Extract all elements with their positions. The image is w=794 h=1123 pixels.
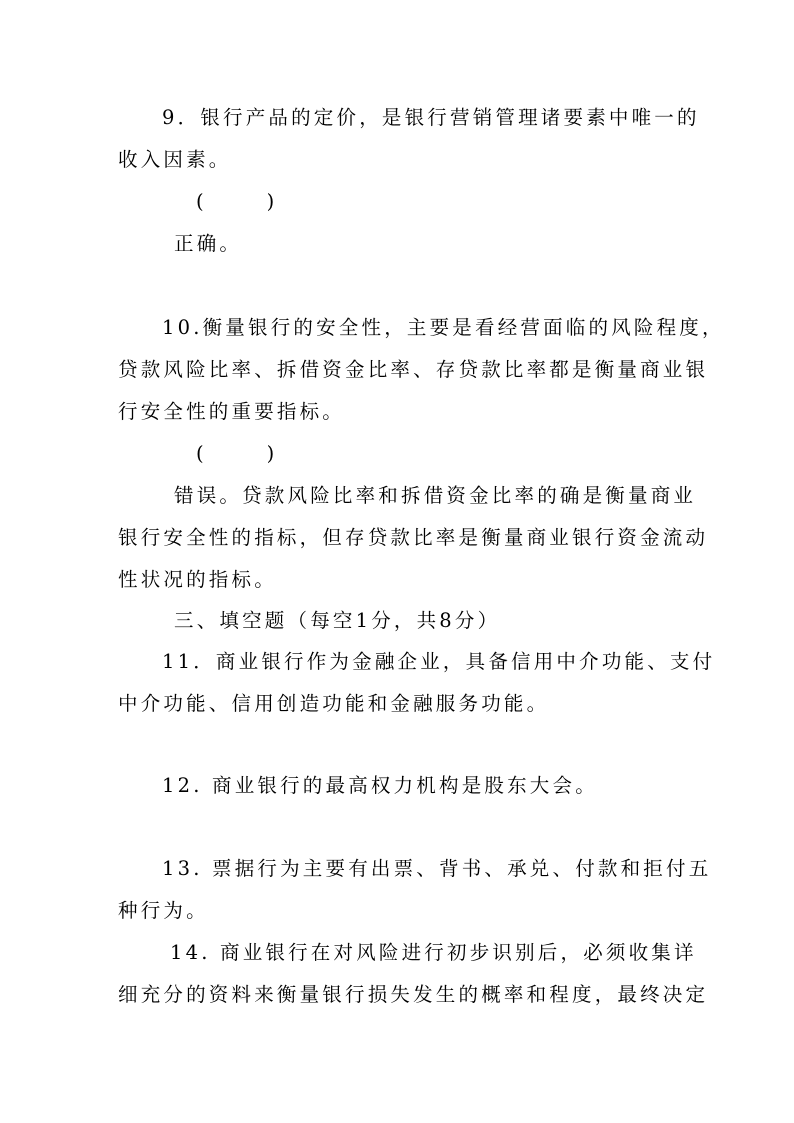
q10-line-1: 10.衡量银行的安全性，主要是看经营面临的风险程度， (162, 316, 725, 339)
q10-answer-line-2: 银行安全性的指标，但存贷款比率是衡量商业银行资金流动 (118, 526, 709, 549)
q13-line-2: 种行为。 (118, 899, 209, 922)
q14-line-2: 细充分的资料来衡量银行损失发生的概率和程度，最终决定 (118, 983, 709, 1006)
section-heading: 三、填空题（每空1分，共8分） (174, 609, 501, 632)
q11-line-2: 中介功能、信用创造功能和金融服务功能。 (118, 692, 550, 715)
q10-line-3: 行安全性的重要指标。 (118, 400, 346, 423)
q9-answer: 正确。 (174, 232, 243, 255)
q9-line-2: 收入因素。 (118, 148, 232, 171)
q9-blank: ( ) (196, 190, 283, 213)
q12-line-1: 12. 商业银行的最高权力机构是股东大会。 (162, 774, 598, 797)
q10-answer-line-3: 性状况的指标。 (118, 568, 277, 591)
q11-line-1: 11．商业银行作为金融企业，具备信用中介功能、支付 (162, 650, 716, 673)
q9-line-1: 9．银行产品的定价，是银行营销管理诸要素中唯一的 (162, 106, 700, 129)
q14-line-1: 14. 商业银行在对风险进行初步识别后，必须收集详 (170, 941, 697, 964)
q10-blank: ( ) (196, 442, 283, 465)
q13-line-1: 13. 票据行为主要有出票、背书、承兑、付款和拒付五 (162, 857, 712, 880)
q10-line-2: 贷款风险比率、拆借资金比率、存贷款比率都是衡量商业银 (118, 358, 709, 381)
q10-answer-line-1: 错误。贷款风险比率和拆借资金比率的确是衡量商业 (174, 484, 697, 507)
